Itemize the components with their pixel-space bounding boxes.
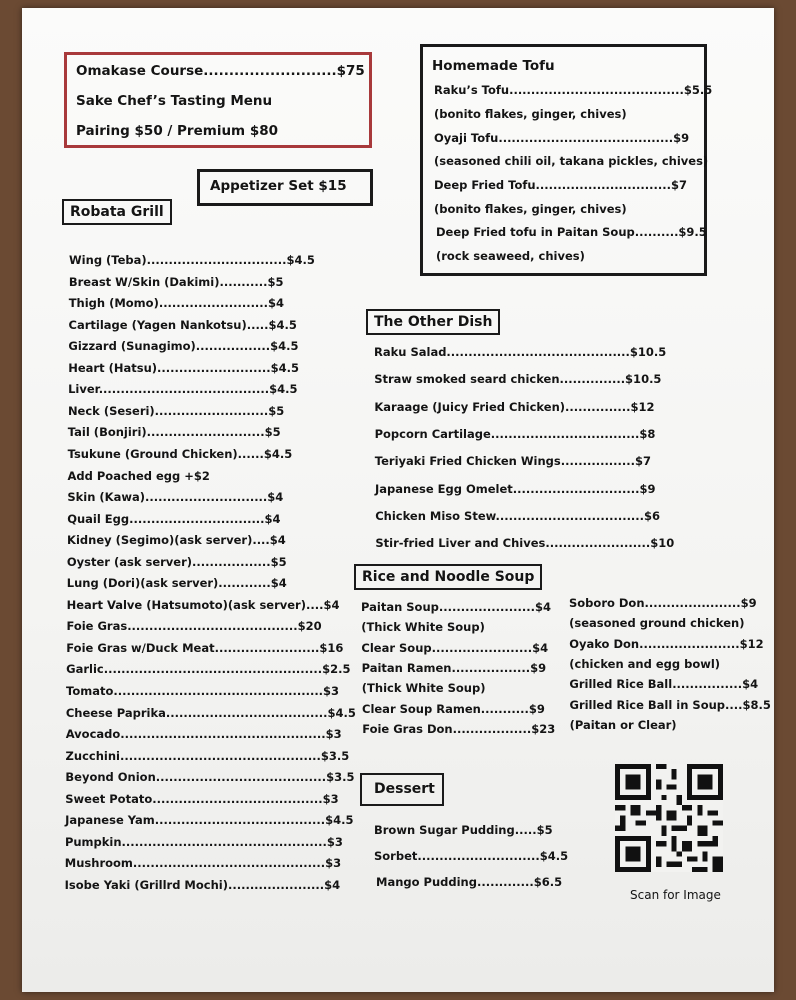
tofu-line: (bonito flakes, ginger, chives) — [434, 107, 627, 121]
menu-item: Grilled Rice Ball................$4 — [569, 677, 759, 692]
menu-item: Zucchini..............................................$3.5 — [65, 748, 350, 763]
tofu-line: (seasoned chili oil, takana pickles, chives) — [434, 154, 709, 168]
menu-item: Heart (Hatsu)..........................$4.5 — [68, 360, 299, 375]
menu-item: Tail (Bonjiri)...........................$5 — [67, 425, 281, 440]
menu-item: Clear Soup.......................$4 — [361, 640, 549, 655]
menu-item: Add Poached egg +$2 — [67, 468, 210, 483]
rice-noodle-header: Rice and Noodle Soup — [354, 564, 542, 590]
qr-caption: Scan for Image — [630, 888, 721, 902]
menu-item: Straw smoked seard chicken...............$10.5 — [374, 372, 662, 387]
menu-item: Thigh (Momo).........................$4 — [68, 296, 285, 311]
menu-item: Teriyaki Fried Chicken Wings.................$7 — [374, 454, 652, 469]
menu-item: Lung (Dori)(ask server)............$4 — [66, 576, 287, 591]
tofu-line: (rock seaweed, chives) — [436, 249, 585, 263]
menu-item: Popcorn Cartilage..................................$8 — [374, 426, 656, 441]
menu-item: (Thick White Soup) — [361, 620, 485, 635]
menu-item: Isobe Yaki (Grillrd Mochi)......................$4 — [64, 877, 341, 892]
tofu-line: Deep Fried tofu in Paitan Soup..........$9.5 — [436, 225, 707, 239]
qr-code-icon[interactable] — [615, 764, 723, 872]
appetizer-set-box: Appetizer Set $15 — [197, 169, 373, 206]
menu-item: Paitan Soup......................$4 — [361, 600, 551, 614]
menu-item: (seasoned ground chicken) — [569, 616, 745, 631]
menu-item: Grilled Rice Ball in Soup....$8.5 — [569, 697, 771, 712]
dessert-item: Sorbet............................$4.5 — [374, 849, 569, 863]
omakase-pairing: Pairing $50 / Premium $80 — [76, 123, 278, 139]
menu-item: Heart Valve (Hatsumoto)(ask server)....$4 — [66, 597, 340, 612]
tofu-line: Oyaji Tofu........................................$9 — [434, 131, 690, 145]
menu-item: Sweet Potato.......................................$3 — [65, 791, 339, 806]
menu-item: Liver.......................................$4.5 — [68, 382, 298, 397]
tofu-line: Deep Fried Tofu...............................$7 — [434, 178, 687, 192]
menu-item: Japanese Yam.......................................$4.5 — [65, 813, 354, 828]
menu-item: Cartilage (Yagen Nankotsu).....$4.5 — [68, 317, 297, 332]
menu-item: Karaage (Juicy Fried Chicken)...............$12 — [374, 399, 655, 414]
menu-paper — [22, 8, 774, 992]
menu-item: Clear Soup Ramen...........$9 — [362, 701, 545, 716]
menu-item: Tsukune (Ground Chicken)......$4.5 — [67, 446, 293, 461]
menu-item: Japanese Egg Omelet.............................$9 — [375, 481, 656, 496]
tofu-line: Raku’s Tofu........................................$5.5 — [434, 83, 713, 97]
other-dish-header: The Other Dish — [366, 309, 500, 335]
menu-item: Avocado...............................................$3 — [65, 727, 342, 742]
menu-item: Foie Gras w/Duck Meat........................$16 — [66, 640, 344, 655]
menu-item: Chicken Miso Stew..................................$6 — [375, 508, 661, 523]
menu-item: Tomato................................................$3 — [66, 684, 340, 698]
menu-item: (chicken and egg bowl) — [569, 656, 721, 671]
menu-item: Wing (Teba)................................$4.5 — [69, 253, 315, 267]
omakase-tasting: Sake Chef’s Tasting Menu — [76, 93, 273, 109]
menu-item: Raku Salad..........................................$10.5 — [374, 345, 667, 359]
menu-item: Neck (Seseri)..........................$5 — [67, 403, 285, 418]
menu-item: Gizzard (Sunagimo).................$4.5 — [68, 339, 299, 354]
robata-grill-header: Robata Grill — [62, 199, 172, 225]
menu-item: (Paitan or Clear) — [569, 717, 677, 732]
menu-item: Soboro Don......................$9 — [569, 596, 757, 610]
dessert-item: Mango Pudding.............$6.5 — [376, 875, 563, 889]
menu-item: (Thick White Soup) — [361, 681, 486, 696]
dessert-item: Brown Sugar Pudding.....$5 — [374, 823, 553, 837]
omakase-course: Omakase Course..........................$75 — [76, 63, 365, 79]
menu-item: Pumpkin...............................................$3 — [64, 834, 343, 849]
menu-item: Quail Egg...............................$4 — [67, 511, 281, 526]
menu-item: Skin (Kawa)............................$4 — [67, 490, 284, 505]
menu-item: Oyster (ask server)..................$5 — [66, 554, 287, 569]
tofu-line: (bonito flakes, ginger, chives) — [434, 202, 627, 216]
menu-item: Garlic..................................................$2.5 — [66, 662, 351, 677]
menu-item: Foie Gras Don..................$23 — [362, 721, 556, 736]
menu-item: Kidney (Segimo)(ask server)....$4 — [67, 533, 286, 548]
menu-item: Oyako Don.......................$12 — [569, 636, 764, 651]
menu-item: Breast W/Skin (Dakimi)...........$5 — [68, 274, 284, 289]
menu-item: Cheese Paprika.....................................$4.5 — [65, 705, 356, 720]
dessert-header: Dessert — [360, 773, 444, 806]
tofu-title: Homemade Tofu — [432, 58, 555, 74]
menu-item: Mushroom............................................$3 — [64, 856, 342, 871]
menu-item: Foie Gras.......................................$20 — [66, 619, 322, 634]
menu-item: Beyond Onion.......................................$3.5 — [65, 770, 355, 785]
menu-item: Stir-fried Liver and Chives........................$10 — [375, 536, 675, 551]
menu-item: Paitan Ramen..................$9 — [361, 660, 547, 675]
